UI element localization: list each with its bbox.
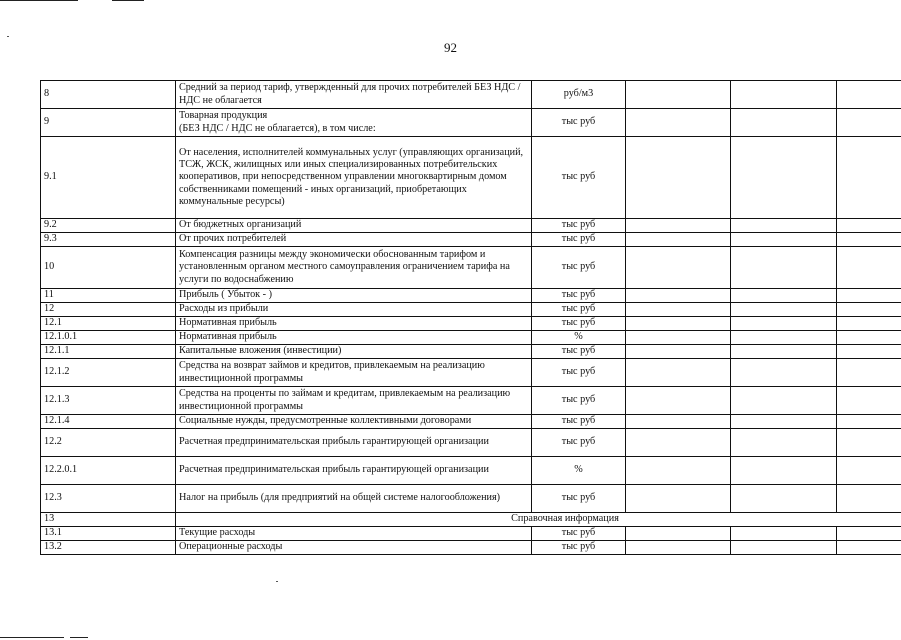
table-row [41, 317, 901, 331]
table-row [41, 137, 901, 219]
row-unit: тыс руб [532, 429, 626, 457]
row-unit: тыс руб [532, 219, 626, 233]
value-cell [626, 527, 731, 541]
value-cell [837, 137, 901, 219]
table-row [41, 219, 901, 233]
table-row [41, 289, 901, 303]
row-name: От населения, исполнителей коммунальных услуг (управляющих организаций, ТСЖ, ЖСК, жилищных или иных специализированных потребительских кооперативов, при непосредственном управлении многоквартирным домом собственниками помещений - иных организаций, приобретающих коммунальные ресурсы) [176, 137, 532, 219]
row-name: Налог на прибыль (для предприятий на общей системе налогообложения) [176, 485, 532, 513]
row-number: 10 [41, 247, 176, 289]
row-unit: тыс руб [532, 415, 626, 429]
value-cell [837, 109, 901, 137]
value-cell [731, 247, 837, 289]
table-row [41, 233, 901, 247]
row-unit: тыс руб [532, 289, 626, 303]
row-number: 12.1.1 [41, 345, 176, 359]
row-name: От прочих потребителей [176, 233, 532, 247]
row-name: Текущие расходы [176, 527, 532, 541]
row-number: 8 [41, 81, 176, 109]
value-cell [731, 289, 837, 303]
value-cell [626, 541, 731, 555]
value-cell [731, 137, 837, 219]
table-row [41, 485, 901, 513]
value-cell [837, 359, 901, 387]
table-row [41, 303, 901, 317]
value-cell [626, 345, 731, 359]
value-cell [626, 247, 731, 289]
value-cell [837, 317, 901, 331]
row-number: 12.1.4 [41, 415, 176, 429]
row-name: Расходы из прибыли [176, 303, 532, 317]
table-row [41, 457, 901, 485]
row-name: От бюджетных организаций [176, 219, 532, 233]
value-cell [626, 415, 731, 429]
value-cell [731, 429, 837, 457]
value-cell [731, 541, 837, 555]
row-number: 12 [41, 303, 176, 317]
value-cell [731, 457, 837, 485]
value-cell [731, 233, 837, 247]
table-row [41, 359, 901, 387]
row-number: 12.3 [41, 485, 176, 513]
value-cell [731, 317, 837, 331]
row-name: Операционные расходы [176, 541, 532, 555]
row-name: Нормативная прибыль [176, 331, 532, 345]
row-name: Расчетная предпринимательская прибыль гарантирующей организации [176, 429, 532, 457]
value-cell [626, 331, 731, 345]
value-cell [626, 289, 731, 303]
value-cell [837, 415, 901, 429]
bottom-edge-line-left [0, 637, 64, 638]
row-number: 9.1 [41, 137, 176, 219]
row-unit: тыс руб [532, 345, 626, 359]
tariff-table [40, 80, 901, 555]
value-cell [731, 359, 837, 387]
value-cell [837, 345, 901, 359]
top-edge-line-left [0, 0, 78, 1]
row-unit: тыс руб [532, 387, 626, 415]
value-cell [837, 219, 901, 233]
table-row [41, 109, 901, 137]
row-number: 9 [41, 109, 176, 137]
row-unit: тыс руб [532, 109, 626, 137]
row-number: 13.2 [41, 541, 176, 555]
value-cell [731, 109, 837, 137]
value-cell [731, 387, 837, 415]
value-cell [731, 345, 837, 359]
row-unit: тыс руб [532, 137, 626, 219]
row-name: Средний за период тариф, утвержденный для прочих потребителей БЕЗ НДС / НДС не облагается [176, 81, 532, 109]
value-cell [626, 359, 731, 387]
table-row [41, 331, 901, 345]
row-name: Социальные нужды, предусмотренные коллективными договорами [176, 415, 532, 429]
value-cell [626, 317, 731, 331]
value-cell [626, 485, 731, 513]
row-number: 13 [41, 513, 176, 527]
value-cell [837, 331, 901, 345]
row-number: 9.2 [41, 219, 176, 233]
table-row [41, 387, 901, 415]
row-unit: руб/м3 [532, 81, 626, 109]
row-number: 12.1 [41, 317, 176, 331]
value-cell [837, 429, 901, 457]
row-name: Расчетная предпринимательская прибыль гарантирующей организации [176, 457, 532, 485]
row-name: Прибыль ( Убыток - ) [176, 289, 532, 303]
value-cell [626, 303, 731, 317]
value-cell [731, 415, 837, 429]
value-cell [837, 527, 901, 541]
value-cell [837, 485, 901, 513]
value-cell [731, 331, 837, 345]
row-unit: тыс руб [532, 485, 626, 513]
row-unit: тыс руб [532, 359, 626, 387]
row-unit: тыс руб [532, 527, 626, 541]
row-unit: тыс руб [532, 303, 626, 317]
value-cell [837, 81, 901, 109]
row-number: 11 [41, 289, 176, 303]
table-row [41, 429, 901, 457]
page-number: 92 [444, 40, 457, 55]
row-unit: % [532, 331, 626, 345]
row-unit: тыс руб [532, 541, 626, 555]
row-number: 12.1.0.1 [41, 331, 176, 345]
value-cell [837, 303, 901, 317]
row-unit: % [532, 457, 626, 485]
value-cell [731, 485, 837, 513]
value-cell [626, 137, 731, 219]
row-name: Нормативная прибыль [176, 317, 532, 331]
value-cell [626, 81, 731, 109]
scan-speck [276, 581, 278, 582]
scan-speck [7, 36, 9, 37]
value-cell [731, 527, 837, 541]
row-name: Средства на возврат займов и кредитов, привлекаемым на реализацию инвестиционной программы [176, 359, 532, 387]
value-cell [626, 233, 731, 247]
bottom-edge-line-right [70, 637, 88, 638]
value-cell [837, 387, 901, 415]
value-cell [837, 233, 901, 247]
value-cell [731, 303, 837, 317]
value-cell [837, 457, 901, 485]
value-cell [626, 457, 731, 485]
row-name: Средства на проценты по займам и кредитам, привлекаемым на реализацию инвестиционной программы [176, 387, 532, 415]
row-number: 13.1 [41, 527, 176, 541]
value-cell [837, 289, 901, 303]
table-row [41, 247, 901, 289]
table-row [41, 541, 901, 555]
value-cell [626, 109, 731, 137]
value-cell [731, 81, 837, 109]
top-edge-line-right [112, 0, 144, 1]
value-cell [626, 219, 731, 233]
row-name: Товарная продукция (БЕЗ НДС / НДС не облагается), в том числе: [176, 109, 532, 137]
row-number: 12.1.2 [41, 359, 176, 387]
row-number: 12.1.3 [41, 387, 176, 415]
value-cell [837, 541, 901, 555]
value-cell [626, 429, 731, 457]
row-number: 12.2.0.1 [41, 457, 176, 485]
row-unit: тыс руб [532, 247, 626, 289]
value-cell [837, 247, 901, 289]
table-row [41, 527, 901, 541]
reference-title: Справочная информация [176, 513, 901, 527]
row-number: 9.3 [41, 233, 176, 247]
value-cell [731, 219, 837, 233]
row-name: Компенсация разницы между экономически обоснованным тарифом и установленным органом местного самоуправления ограничением тарифа на услуги по водоснабжению [176, 247, 532, 289]
table-row [41, 415, 901, 429]
row-unit: тыс руб [532, 233, 626, 247]
row-name: Капитальные вложения (инвестиции) [176, 345, 532, 359]
row-unit: тыс руб [532, 317, 626, 331]
table-row [41, 81, 901, 109]
table-row [41, 345, 901, 359]
value-cell [626, 387, 731, 415]
reference-row [41, 513, 901, 527]
row-number: 12.2 [41, 429, 176, 457]
